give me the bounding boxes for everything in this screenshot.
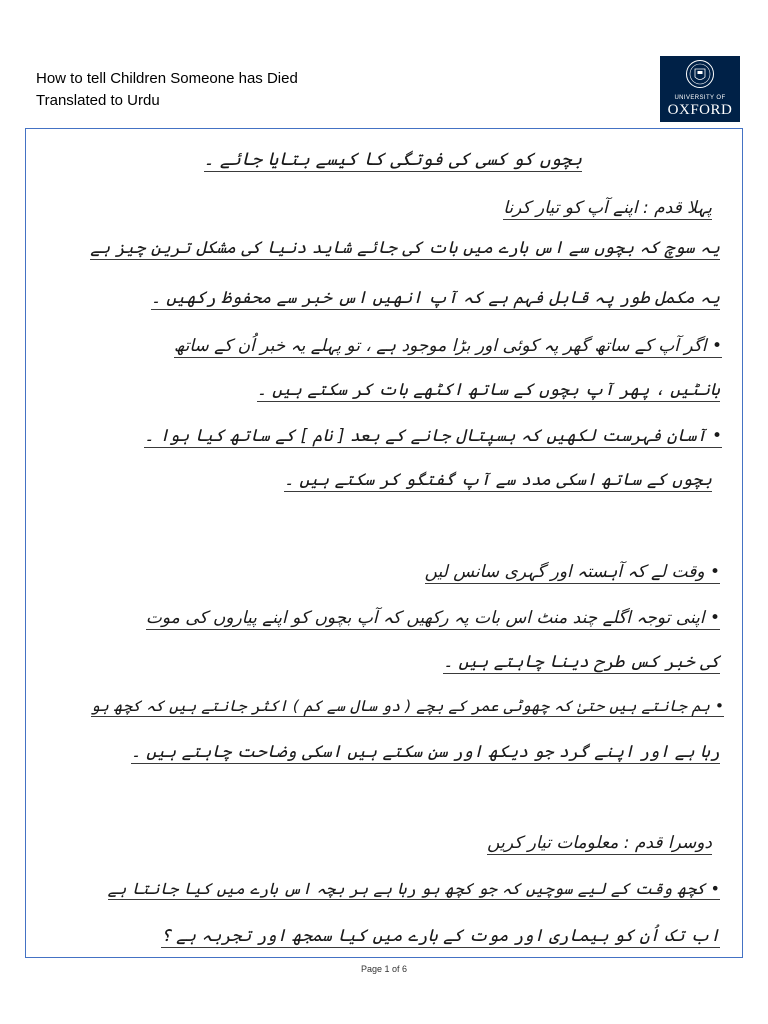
handwritten-line: دوسرا قدم : معلومات تیار کریں: [487, 833, 712, 853]
handwritten-line: بچوں کے ساتھ اسکی مدد سے آپ گفتگو کر سکتے ہیں ۔: [284, 470, 712, 490]
handwritten-page-frame: [25, 128, 743, 958]
page-number: Page 1 of 6: [360, 964, 408, 974]
handwritten-line: • وقت لے کہ آہستہ اور گہری سانس لیں: [424, 562, 720, 582]
handwritten-line: رہا ہے اور اپنے گرد جو دیکھ اور سن سکتے ہیں اسکی وضاحت چاہتے ہیں ۔: [130, 742, 720, 762]
handwritten-title: بچوں کو کسی کی فوتگی کا کیسے بتایا جائے ۔: [203, 149, 582, 170]
handwritten-line: • اگر آپ کے ساتھ گھر پہ کوئی اور بڑا موجود ہے ، تو پہلے یہ خبر اُن کے ساتھ: [173, 336, 722, 356]
handwritten-line: یہ مکمل طور پہ قابل فہم ہے کہ آپ انھیں اس خبر سے محفوظ رکھیں ۔: [150, 288, 720, 308]
handwritten-line: پہلا قدم : اپنے آپ کو تیار کرنا: [503, 198, 712, 218]
handwritten-line: • ہم جانتے ہیں حتیٰ کہ چھوٹی عمر کے بچے ( دو سال سے کم ) اکثر جانتے ہیں کہ کچھ ہو: [90, 697, 724, 715]
handwritten-line: بانٹیں ، پھر آپ بچوں کے ساتھ اکٹھے بات کر سکتے ہیں ۔: [256, 380, 720, 400]
document-header: [36, 68, 298, 112]
handwritten-line: • آسان فہرست لکھیں کہ ہسپتال جانے کے بعد [ نام ] کے ساتھ کیا ہوا ۔: [144, 426, 722, 446]
handwritten-line: اب تک اُن کو بیماری اور موت کے بارے میں کیا سمجھ اور تجربہ ہے ؟: [160, 926, 720, 946]
oxford-crest-icon: [685, 59, 715, 89]
logo-oxford-text: OXFORD: [667, 102, 733, 118]
header-subtitle: Translated to Urdu: [36, 92, 160, 109]
handwritten-line: • کچھ وقت کے لیے سوچیں کہ جو کچھ ہو رہا ہے ہر بچہ اس بارے میں کیا جانتا ہے: [107, 879, 720, 898]
handwritten-line: • اپنی توجہ اگلے چند منٹ اس بات پہ رکھیں کہ آپ بچوں کو اپنے پیاروں کی موت: [145, 608, 720, 628]
handwritten-line: یہ سوچ کہ بچوں سے اس بارے میں بات کی جائے شاید دنیا کی مشکل ترین چیز ہے: [90, 238, 720, 258]
header-title: How to tell Children Someone has Died: [36, 70, 298, 87]
handwritten-line: کی خبر کس طرح دینا چاہتے ہیں ۔: [443, 652, 720, 672]
university-logo: [660, 56, 740, 122]
logo-university-text: UNIVERSITY OF: [674, 95, 726, 101]
